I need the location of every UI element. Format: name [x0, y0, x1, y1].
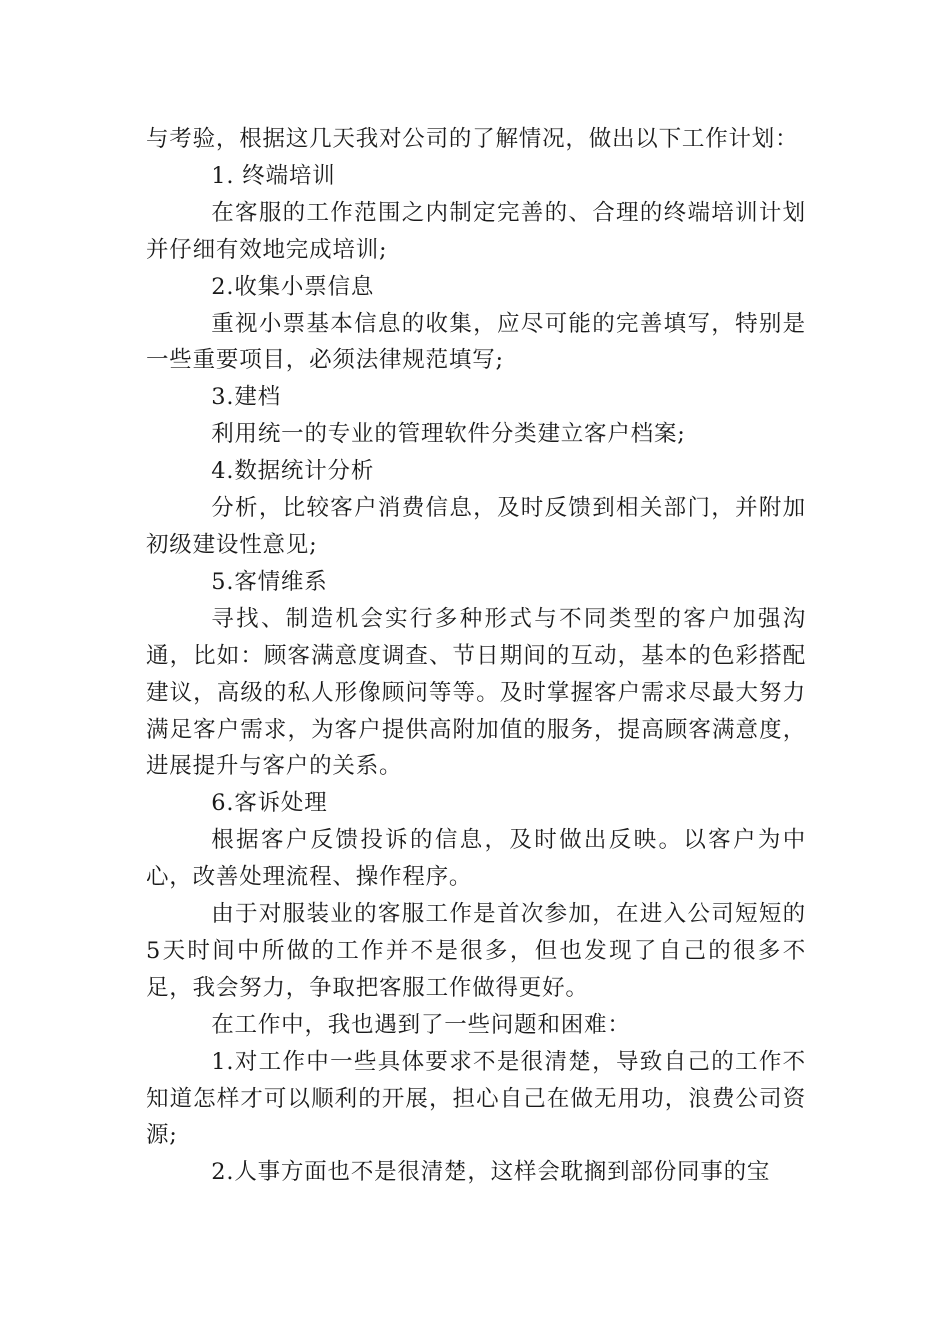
document-body [146, 121, 806, 1191]
heading-receipt-info: 2.收集小票信息 [211, 273, 375, 300]
paragraph-problem-2: 2.人事方面也不是很清楚，这样会耽搁到部份同事的宝 [211, 1159, 771, 1186]
paragraph-data-analysis: 分析，比较客户消费信息，及时反馈到相关部门，并附加初级建设性意见; [146, 495, 806, 558]
heading-complaint-handling: 6.客诉处理 [211, 790, 328, 817]
paragraph-problems-intro: 在工作中，我也遇到了一些问题和困难： [211, 1011, 631, 1038]
heading-filing: 3.建档 [211, 384, 281, 411]
heading-terminal-training: 1. 终端培训 [211, 162, 336, 189]
paragraph-terminal-training: 在客服的工作范围之内制定完善的、合理的终端培训计划并仔细有效地完成培训; [146, 199, 806, 263]
paragraph-problem-1: 1.对工作中一些具体要求不是很清楚，导致自己的工作不知道怎样才可以顺利的开展，担心自己在做无用功，浪费公司资源; [146, 1048, 806, 1149]
heading-customer-relations: 5.客情维系 [211, 568, 328, 595]
paragraph-receipt-info: 重视小票基本信息的收集，应尽可能的完善填写，特别是一些重要项目，必须法律规范填写; [146, 310, 806, 374]
paragraph-summary: 由于对服装业的客服工作是首次参加，在进入公司短短的5天时间中所做的工作并不是很多，但也发现了自己的很多不足，我会努力，争取把客服工作做得更好。 [146, 901, 806, 1001]
heading-data-analysis: 4.数据统计分析 [211, 458, 375, 485]
paragraph-continuation: 与考验，根据这几天我对公司的了解情况，做出以下工作计划： [146, 126, 799, 152]
paragraph-customer-relations: 寻找、制造机会实行多种形式与不同类型的客户加强沟通，比如：顾客满意度调查、节日期间的互动，基本的色彩搭配建议，高级的私人形像顾问等等。及时掌握客户需求尽最大努力满足客户需求，为客户提供高附加值的服务，提高顾客满意度，进展提升与客户的关系。 [146, 605, 806, 780]
paragraph-complaint-handling: 根据客户反馈投诉的信息，及时做出反映。以客户为中心，改善处理流程、操作程序。 [146, 827, 806, 891]
paragraph-filing: 利用统一的专业的管理软件分类建立客户档案; [211, 421, 686, 448]
